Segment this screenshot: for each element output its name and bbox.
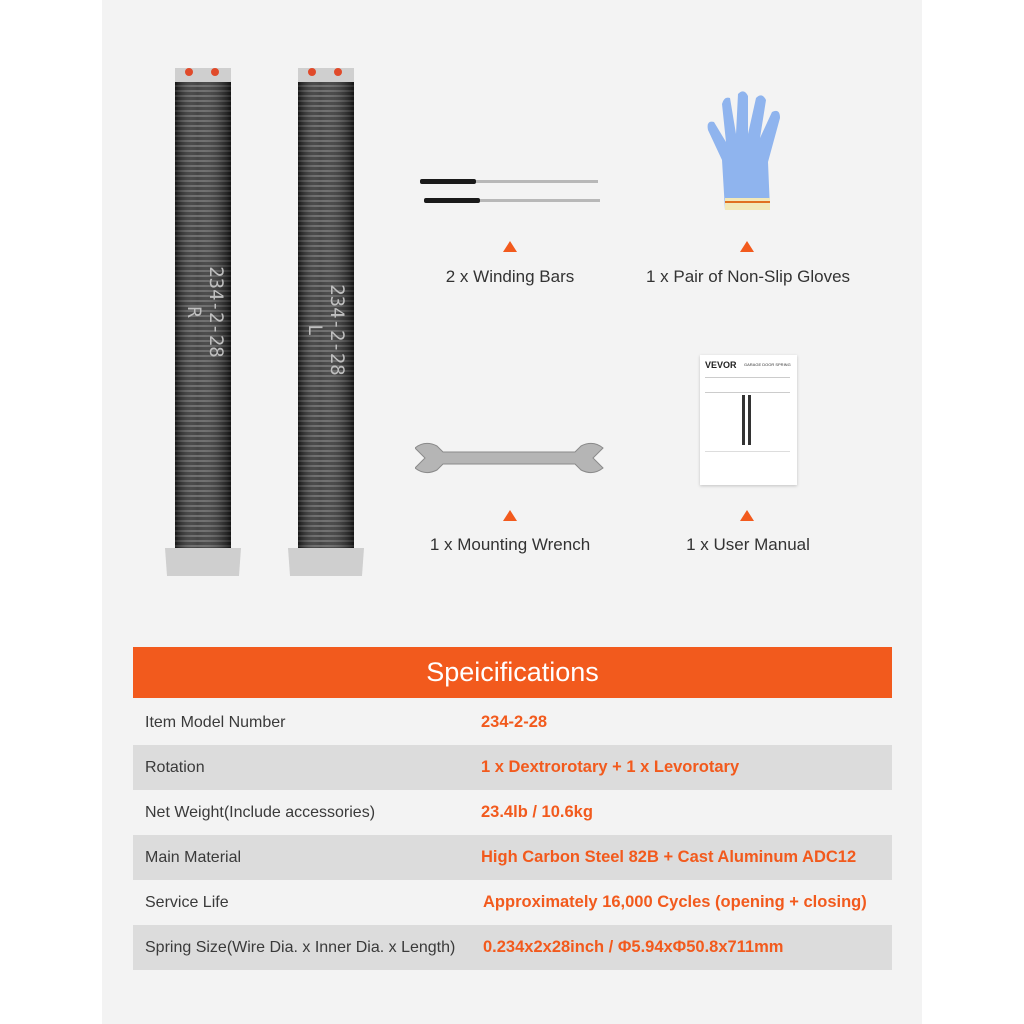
spec-row-rotation (133, 745, 892, 790)
spec-row-spring-size (133, 925, 892, 970)
spec-label: Net Weight(Include accessories) (145, 804, 376, 821)
accessory-label-wrench: 1 x Mounting Wrench (429, 535, 591, 554)
manual-icon (700, 355, 797, 485)
gloves-icon (700, 90, 795, 220)
spring-left-marking: 234-2-28 L (304, 284, 348, 376)
accessory-label-manual: 1 x User Manual (686, 535, 810, 554)
spec-row-material (133, 835, 892, 880)
spring-right-marking: 234-2-28 R (183, 266, 227, 358)
spec-value: 234-2-28 (481, 713, 548, 731)
manual-title: GARAGE DOOR SPRING (744, 362, 791, 367)
pointer-triangle-icon (740, 241, 754, 252)
accessory-label-gloves: 1 x Pair of Non-Slip Gloves (645, 267, 851, 286)
spec-value: 1 x Dextrorotary + 1 x Levorotary (481, 758, 740, 776)
spec-value: Approximately 16,000 Cycles (opening + closing) (483, 893, 867, 911)
winding-bars-icon (420, 172, 605, 212)
spec-value: 0.234x2x28inch / Φ5.94xΦ50.8x711mm (483, 938, 784, 956)
accessory-label-winding-bars: 2 x Winding Bars (445, 267, 575, 286)
manual-brand: VEVOR (705, 360, 737, 370)
spec-label: Rotation (145, 759, 205, 776)
spec-value: 23.4lb / 10.6kg (481, 803, 593, 821)
spec-label: Service Life (145, 894, 229, 911)
spec-value: High Carbon Steel 82B + Cast Aluminum ADC12 (481, 848, 857, 866)
spec-label: Item Model Number (145, 714, 286, 731)
spec-label: Main Material (145, 849, 242, 866)
spec-row-weight (133, 790, 892, 835)
pointer-triangle-icon (503, 510, 517, 521)
spec-label: Spring Size(Wire Dia. x Inner Dia. x Length) (145, 939, 456, 956)
specifications-title: Speicifications (133, 647, 892, 698)
spec-row-service-life (133, 880, 892, 925)
spec-row-model (133, 700, 892, 745)
wrench-icon (415, 438, 605, 478)
pointer-triangle-icon (740, 510, 754, 521)
pointer-triangle-icon (503, 241, 517, 252)
